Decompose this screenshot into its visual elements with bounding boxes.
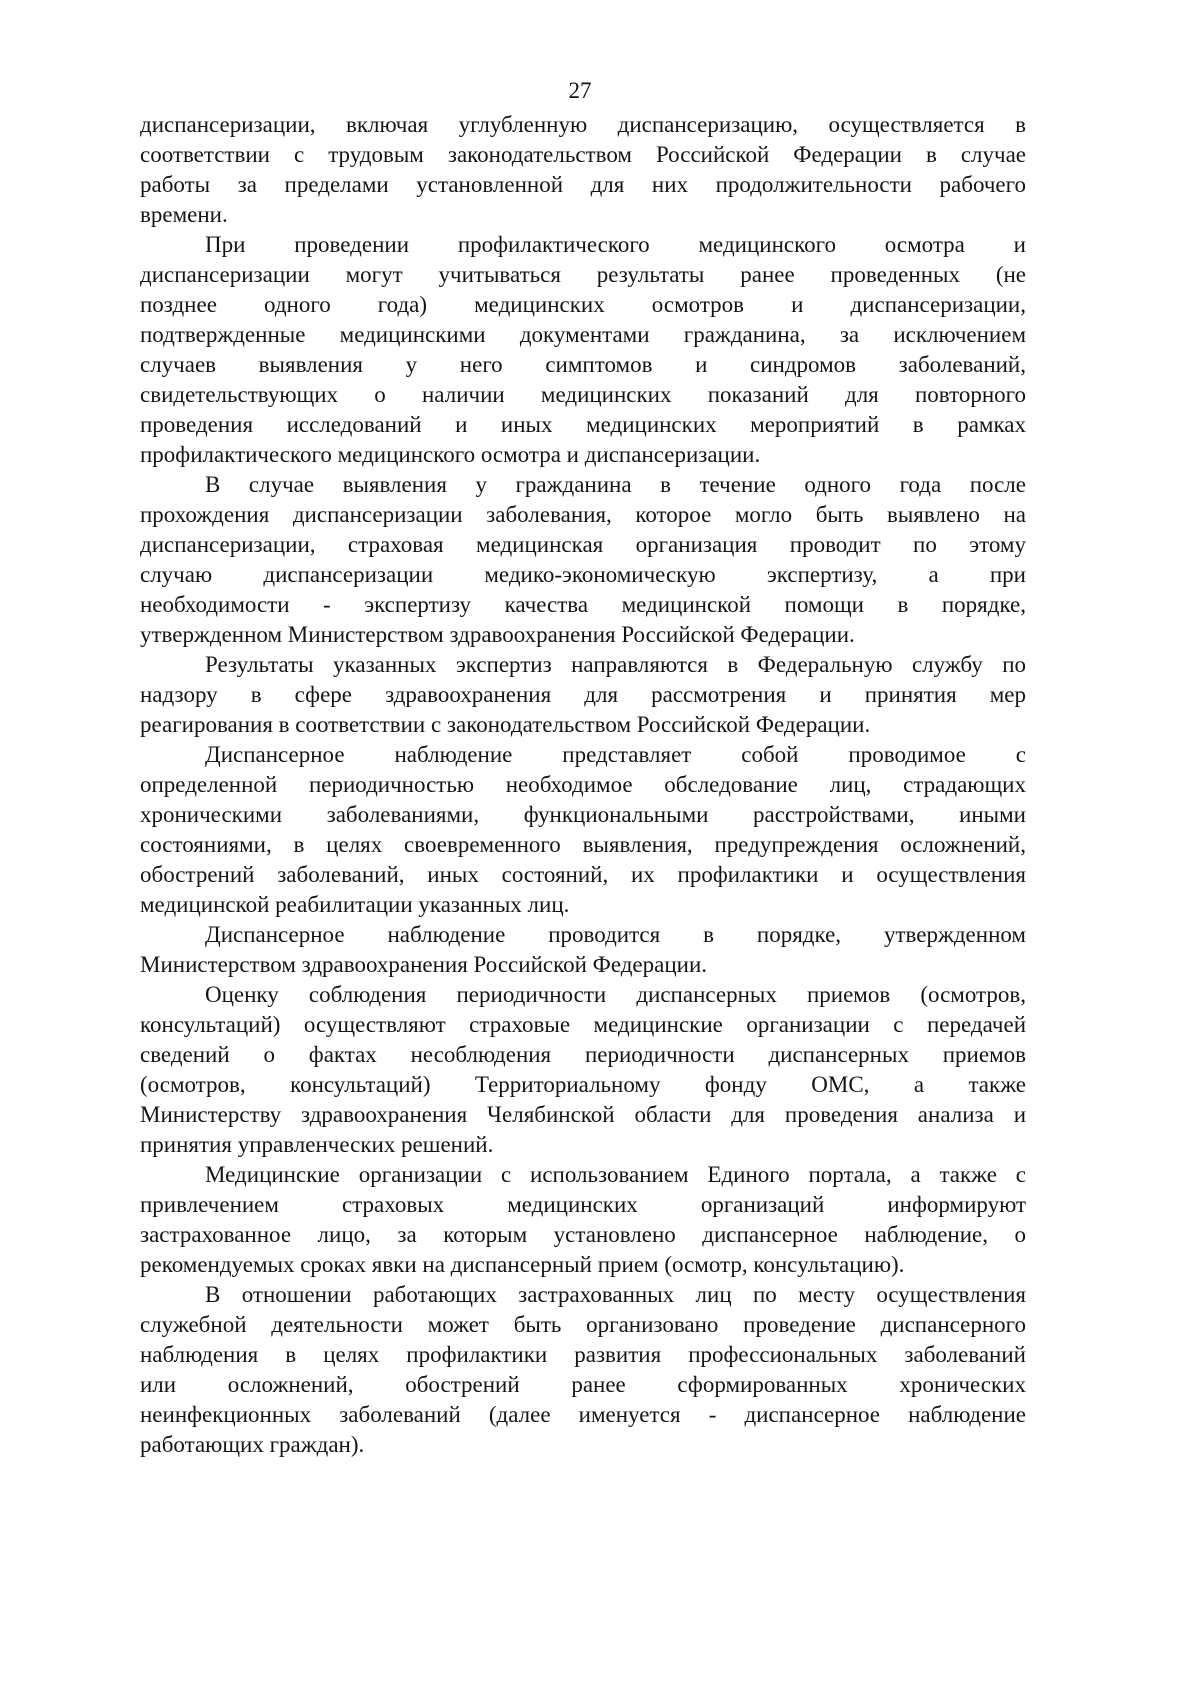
text-line: диспансеризации, страховая медицинская организация проводит по этому bbox=[140, 532, 1026, 557]
text-line: утвержденном Министерством здравоохранения Российской Федерации. bbox=[140, 622, 855, 647]
text-line: Результаты указанных экспертиз направляются в Федеральную службу по bbox=[205, 652, 1026, 677]
text-line: принятия управленческих решений. bbox=[140, 1132, 494, 1157]
paragraph bbox=[140, 470, 1026, 650]
paragraph bbox=[140, 740, 1026, 920]
text-line: (осмотров, консультаций) Территориальному фонду ОМС, а также bbox=[140, 1072, 1026, 1097]
text-line: соответствии с трудовым законодательством Российской Федерации в случае bbox=[140, 142, 1026, 167]
text-line: диспансеризации, включая углубленную диспансеризацию, осуществляется в bbox=[140, 112, 1026, 137]
text-line: диспансеризации могут учитываться результаты ранее проведенных (не bbox=[140, 262, 1026, 287]
text-line: Диспансерное наблюдение представляет собой проводимое с bbox=[205, 742, 1026, 767]
text-line: случаю диспансеризации медико-экономическую экспертизу, а при bbox=[140, 562, 1026, 587]
document-body bbox=[140, 110, 1026, 1460]
text-line: необходимости - экспертизу качества медицинской помощи в порядке, bbox=[140, 592, 1026, 617]
text-line: наблюдения в целях профилактики развития профессиональных заболеваний bbox=[140, 1342, 1026, 1367]
text-line: проведения исследований и иных медицинских мероприятий в рамках bbox=[140, 412, 1026, 437]
paragraph bbox=[140, 110, 1026, 230]
text-line: рекомендуемых сроках явки на диспансерный прием (осмотр, консультацию). bbox=[140, 1252, 905, 1277]
text-line: Диспансерное наблюдение проводится в порядке, утвержденном bbox=[205, 922, 1026, 947]
text-line: В отношении работающих застрахованных лиц по месту осуществления bbox=[205, 1282, 1026, 1307]
text-line: неинфекционных заболеваний (далее именуется - диспансерное наблюдение bbox=[140, 1402, 1026, 1427]
text-line: прохождения диспансеризации заболевания, которое могло быть выявлено на bbox=[140, 502, 1026, 527]
text-line: состояниями, в целях своевременного выявления, предупреждения осложнений, bbox=[140, 832, 1026, 857]
paragraph bbox=[140, 230, 1026, 470]
text-line: обострений заболеваний, иных состояний, их профилактики и осуществления bbox=[140, 862, 1026, 887]
text-line: подтвержденные медицинскими документами гражданина, за исключением bbox=[140, 322, 1026, 347]
text-line: служебной деятельности может быть организовано проведение диспансерного bbox=[140, 1312, 1026, 1337]
text-line: Министерству здравоохранения Челябинской области для проведения анализа и bbox=[140, 1102, 1026, 1127]
text-line: работающих граждан). bbox=[140, 1432, 365, 1457]
text-line: Оценку соблюдения периодичности диспансерных приемов (осмотров, bbox=[205, 982, 1026, 1007]
text-line: случаев выявления у него симптомов и синдромов заболеваний, bbox=[140, 352, 1026, 377]
text-line: реагирования в соответствии с законодательством Российской Федерации. bbox=[140, 712, 871, 737]
text-line: привлечением страховых медицинских организаций информируют bbox=[140, 1192, 1026, 1217]
page-number: 27 bbox=[568, 78, 592, 103]
text-line: Министерством здравоохранения Российской Федерации. bbox=[140, 952, 708, 977]
paragraph bbox=[140, 1160, 1026, 1280]
text-line: времени. bbox=[140, 202, 228, 227]
text-line: позднее одного года) медицинских осмотров и диспансеризации, bbox=[140, 292, 1026, 317]
text-line: или осложнений, обострений ранее сформированных хронических bbox=[140, 1372, 1026, 1397]
text-line: хроническими заболеваниями, функциональными расстройствами, иными bbox=[140, 802, 1026, 827]
paragraph bbox=[140, 920, 1026, 980]
paragraph bbox=[140, 1280, 1026, 1460]
paragraph bbox=[140, 980, 1026, 1160]
text-line: надзору в сфере здравоохранения для рассмотрения и принятия мер bbox=[140, 682, 1026, 707]
text-line: сведений о фактах несоблюдения периодичности диспансерных приемов bbox=[140, 1042, 1026, 1067]
text-line: консультаций) осуществляют страховые медицинские организации с передачей bbox=[140, 1012, 1026, 1037]
text-line: работы за пределами установленной для них продолжительности рабочего bbox=[140, 172, 1026, 197]
text-line: Медицинские организации с использованием Единого портала, а также с bbox=[205, 1162, 1026, 1187]
text-line: застрахованное лицо, за которым установлено диспансерное наблюдение, о bbox=[140, 1222, 1026, 1247]
paragraph bbox=[140, 650, 1026, 740]
text-line: В случае выявления у гражданина в течение одного года после bbox=[205, 472, 1026, 497]
text-line: При проведении профилактического медицинского осмотра и bbox=[205, 232, 1026, 257]
text-line: профилактического медицинского осмотра и диспансеризации. bbox=[140, 442, 761, 467]
text-line: медицинской реабилитации указанных лиц. bbox=[140, 892, 570, 917]
text-line: определенной периодичностью необходимое обследование лиц, страдающих bbox=[140, 772, 1026, 797]
text-line: свидетельствующих о наличии медицинских показаний для повторного bbox=[140, 382, 1026, 407]
